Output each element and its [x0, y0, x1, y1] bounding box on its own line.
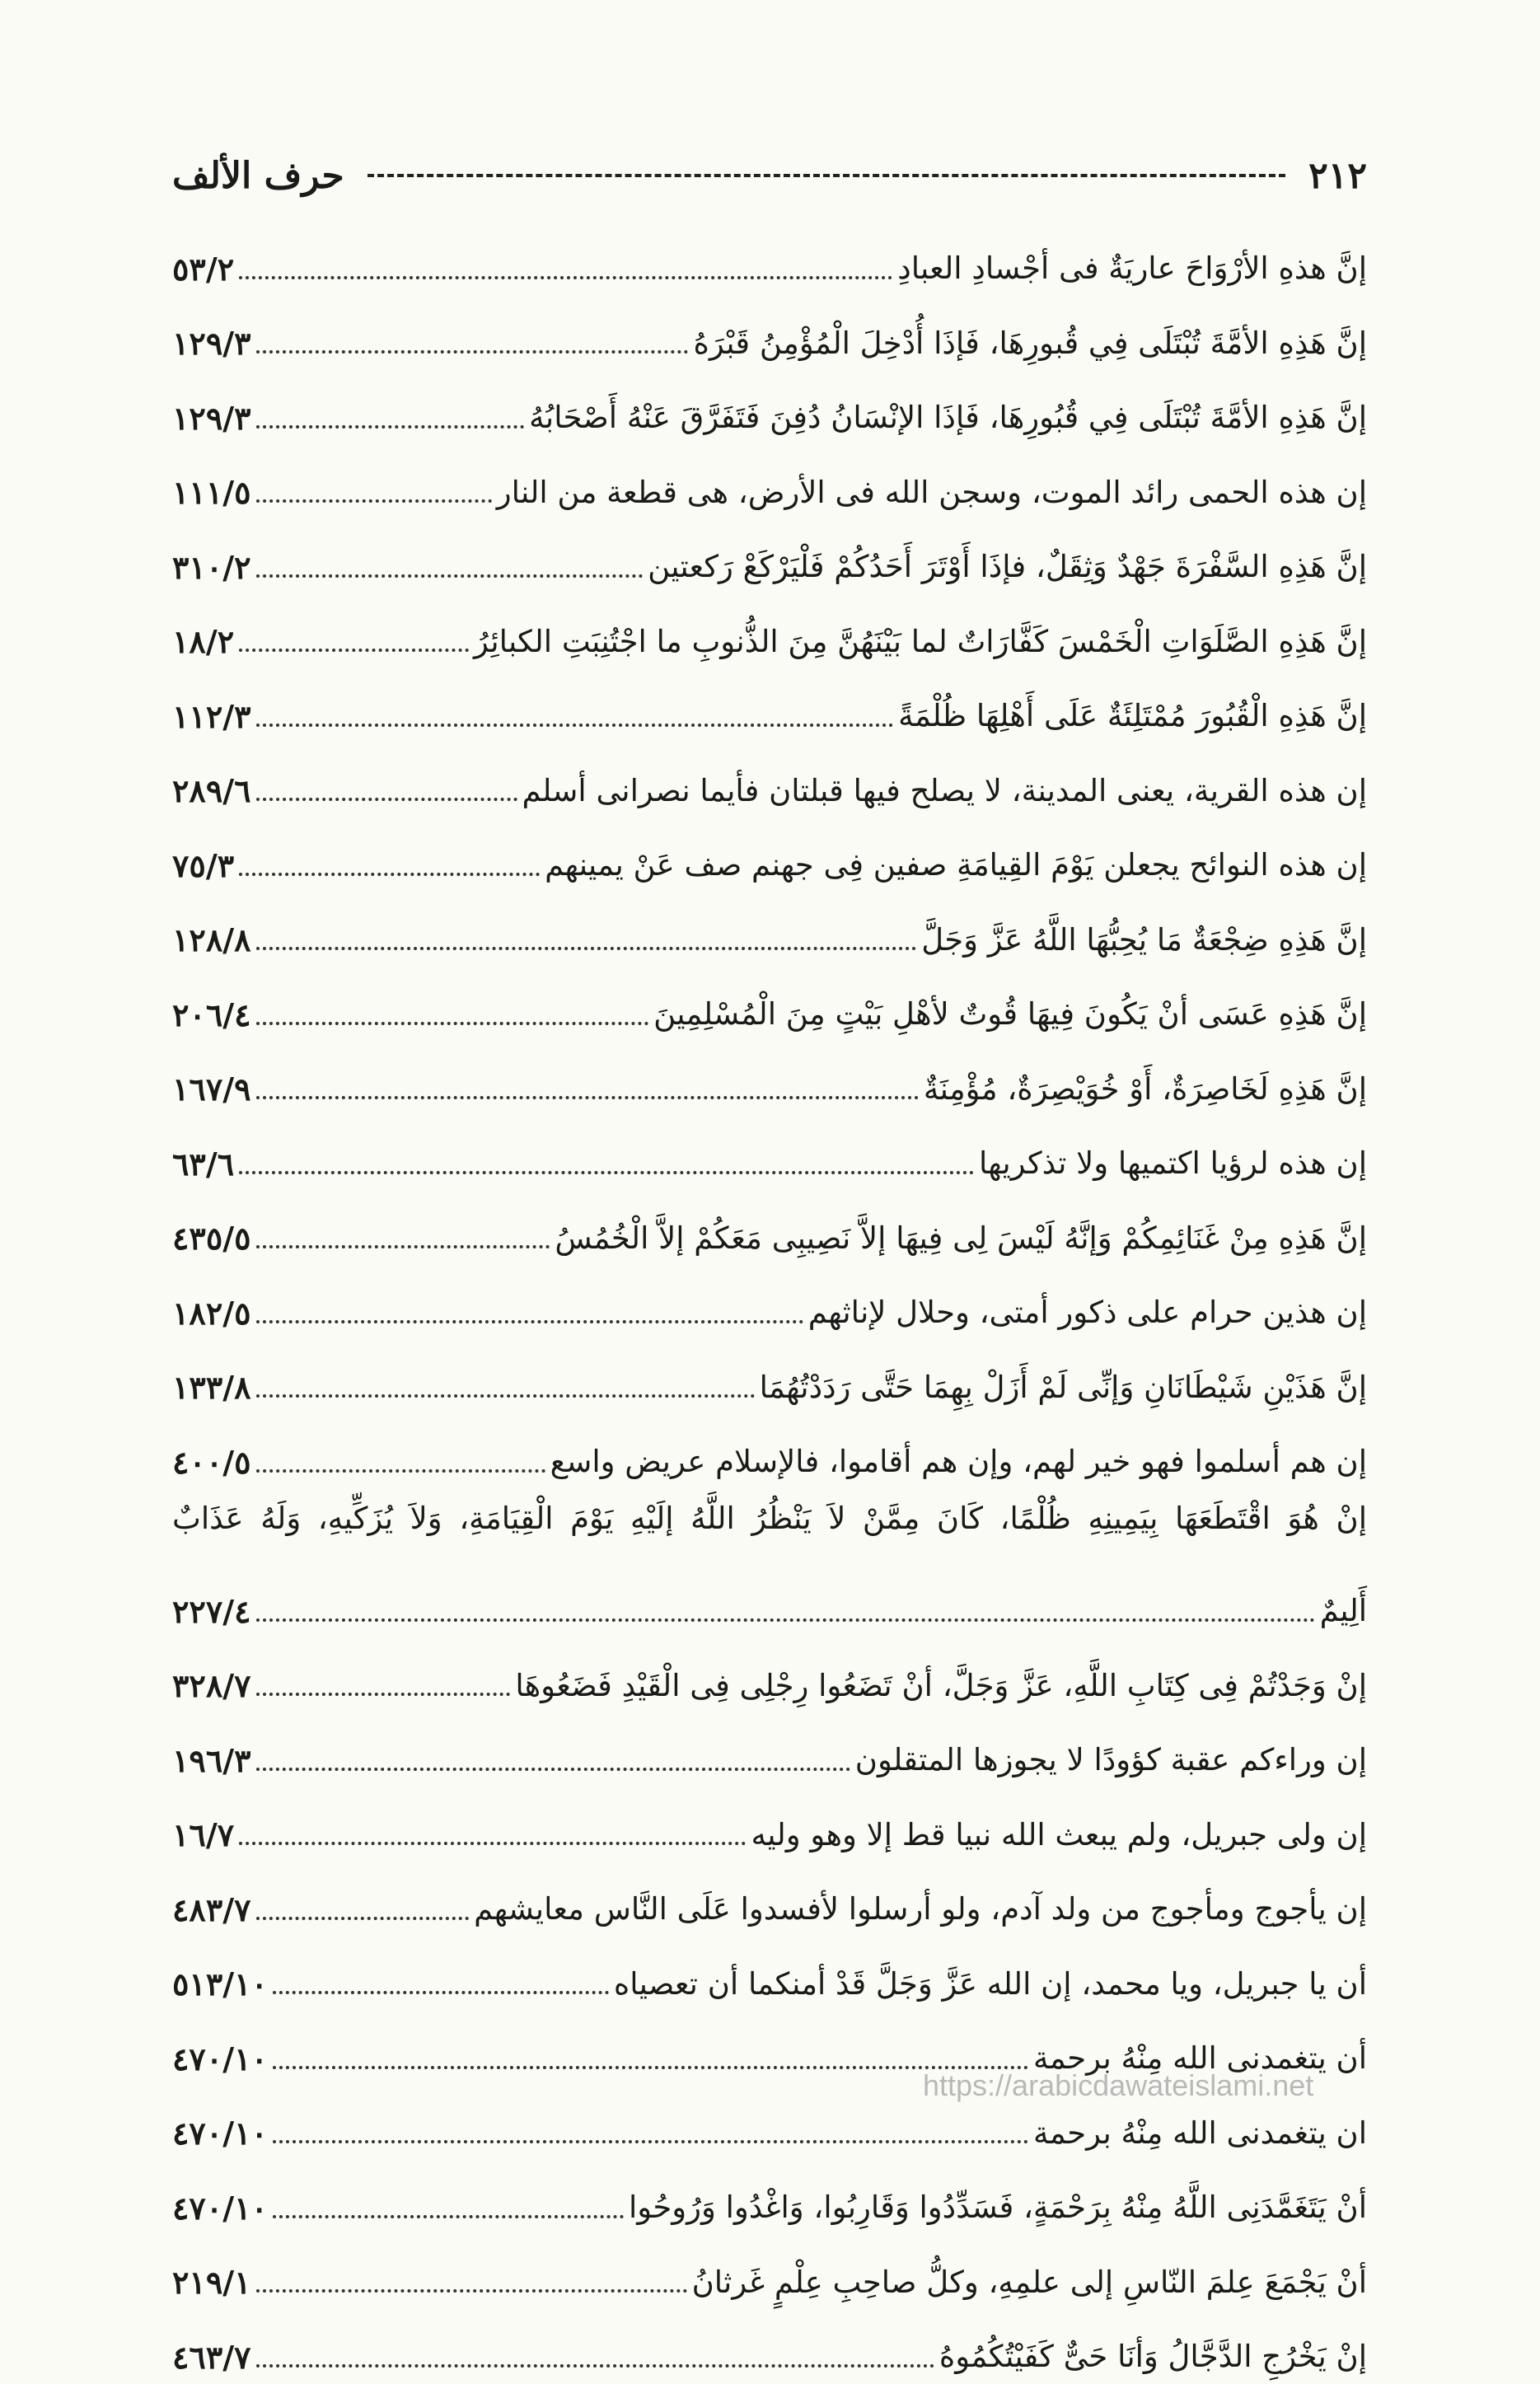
- entry-continuation-line: [172, 1564, 1367, 1638]
- dotted-leader: [256, 350, 689, 354]
- index-entry: [172, 1787, 1367, 1862]
- dotted-leader: [256, 1022, 649, 1025]
- index-entry: [172, 743, 1367, 818]
- entry-text: أنْ يَجْمَعَ عِلمَ النّاسِ إلى علمِهِ، وكلُّ صاحِبِ عِلْمٍ غَرثانُ: [691, 2264, 1367, 2300]
- entry-reference: ٢٨٩/٦: [172, 772, 251, 809]
- dotted-leader: [256, 1618, 1315, 1622]
- index-entry: [172, 817, 1367, 892]
- entry-reference: ١٣٣/٨: [172, 1369, 251, 1406]
- entry-reference: ٥١٣/١٠: [172, 1965, 268, 2002]
- watermark-url: https://arabicdawateislami.net: [923, 2068, 1314, 2102]
- index-entry: [172, 1712, 1367, 1787]
- entry-text: إنَّ هَذِهِ مِنْ غَنَائِمِكُمْ وَإنَّهُ لَيْسَ لِى فِيهَا إلاَّ نَصِيبِى مَعَكُمْ إلاَّ الْخُمُسُ: [555, 1220, 1367, 1256]
- entry-text: إن هذه القرية، يعنى المدينة، لا يصلح فيها قبلتان فأيما نصرانى أسلم: [522, 772, 1367, 808]
- entry-text: إن هذه النوائح يجعلن يَوْمَ القِيامَةِ صفين فِى جهنم صف عَنْ يمينهم: [545, 847, 1367, 883]
- index-entry: [172, 594, 1367, 669]
- entry-reference: ٢٢٧/٤: [172, 1592, 251, 1630]
- header-dashed-rule: [367, 174, 1285, 177]
- index-entry: [172, 1116, 1367, 1191]
- entry-reference: ٢٠٦/٤: [172, 995, 251, 1033]
- dotted-leader: [256, 1394, 755, 1398]
- dotted-leader: [256, 1096, 919, 1099]
- dotted-leader: [239, 1171, 974, 1174]
- entry-text: أن يا جبريل، ويا محمد، إن الله عَزَّ وَجَلَّ قَدْ أمنكما أن تعصياه: [613, 1965, 1367, 2002]
- entry-text: إنَّ هَذِهِ الصَّلَوَاتِ الْخَمْسَ كَفَّارَاتٌ لما بَيْنَهُنَّ مِنَ الذُّنوبِ ما اجْتُنِبَتِ الكبائِرُ: [473, 623, 1367, 659]
- entry-reference: ١٩٦/٣: [172, 1741, 251, 1779]
- entry-reference: ٤٧٠/١٠: [172, 2040, 268, 2077]
- page-header: [172, 147, 1367, 204]
- entry-text: ان يتغمدنى الله مِنْهُ برحمة: [1032, 2115, 1367, 2151]
- index-entry: [172, 2235, 1367, 2310]
- index-entry: [172, 1042, 1367, 1117]
- entry-reference: ١٢٩/٣: [172, 325, 251, 362]
- entry-text: إن هم أسلموا فهو خير لهم، وإن هم أقاموا، فالإسلام عريض واسع: [550, 1444, 1367, 1480]
- index-entries: [172, 221, 1367, 2384]
- entry-reference: ٥٣/٢: [172, 250, 235, 288]
- index-entry: [172, 1489, 1367, 1638]
- entry-text: إنَّ هَذِهِ الأمَّةَ تُبْتَلَى فِي قُبُورِهَا، فَإذَا الإنْسَانُ دُفِنَ فَتَفَرَّقَ عَنْهُ أَصْحَابُهُ: [529, 400, 1367, 436]
- entry-reference: ٤٧٠/١٠: [172, 2115, 268, 2152]
- dotted-leader: [239, 873, 540, 876]
- dotted-leader: [256, 425, 525, 429]
- index-entry: [172, 2160, 1367, 2235]
- dotted-leader: [256, 499, 492, 503]
- entry-text: أنْ يَتَغَمَّدَنِى اللَّهُ مِنْهُ بِرَحْمَةٍ، فَسَدِّدُوا وَقَارِبُوا، وَاغْدُوا وَرُوحُوا: [628, 2190, 1367, 2226]
- dotted-leader: [273, 1991, 609, 1994]
- entry-reference: ١١٢/٣: [172, 697, 251, 735]
- entry-text: إن ولى جبريل، ولم يبعث الله نبيا قط إلا وهو وليه: [751, 1816, 1367, 1852]
- entry-text: إنَّ هَذِهِ عَسَى أنْ يَكُونَ فِيهَا قُوتٌ لأهْلِ بَيْتٍ مِنَ الْمُسْلِمِينَ: [653, 996, 1367, 1033]
- section-title: حرف الألف: [172, 154, 344, 197]
- index-entry: [172, 445, 1367, 520]
- dotted-leader: [256, 724, 894, 727]
- dotted-leader: [239, 1842, 746, 1845]
- entry-reference: ٤٣٥/٥: [172, 1220, 251, 1257]
- index-entry: [172, 967, 1367, 1042]
- entry-text: إنْ وَجَدْتُمْ فِى كِتَابِ اللَّهِ، عَزَّ وَجَلَّ، أنْ تَضَعُوا رِجْلِى فِى الْقَيْدِ فَضَعُوهَا: [515, 1667, 1367, 1703]
- dotted-leader: [239, 649, 469, 652]
- dotted-leader: [256, 947, 917, 950]
- entry-text: إنَّ هَذِهِ ضِجْعَةٌ مَا يُحِبُّهَا اللَّهُ عَزَّ وَجَلَّ: [921, 921, 1367, 958]
- entry-reference: ١٦/٧: [172, 1816, 235, 1853]
- entry-reference: ٧٥/٣: [172, 846, 235, 884]
- entry-reference: ١٨/٢: [172, 623, 235, 660]
- dotted-leader: [256, 1917, 470, 1920]
- index-entry: [172, 296, 1367, 371]
- dotted-leader: [273, 2066, 1028, 2069]
- page-number: ٢١٢: [1308, 154, 1367, 197]
- index-entry: [172, 1638, 1367, 1713]
- entry-text: إنْ يَخْرُجِ الدَّجَّالُ وَأنَا حَىٌّ كَفَيْتُكُمُوهُ: [939, 2339, 1367, 2375]
- entry-text: إن وراءكم عقبة كؤودًا لا يجوزها المتقلون: [854, 1742, 1367, 1778]
- index-entry: [172, 1265, 1367, 1340]
- entry-text: إنَّ هَذِهِ الْقُبُورَ مُمْتَلِئَةٌ عَلَى أَهْلِهَا ظُلْمَةً: [898, 698, 1367, 734]
- index-entry: [172, 370, 1367, 445]
- index-entry: [172, 1937, 1367, 2012]
- entry-reference: ١٢٨/٨: [172, 921, 251, 958]
- entry-reference: ٢١٩/١: [172, 2264, 251, 2301]
- index-entry: [172, 221, 1367, 296]
- index-entry: [172, 1414, 1367, 1489]
- dotted-leader: [256, 1320, 803, 1323]
- index-entry: [172, 2309, 1367, 2384]
- entry-text: إن هذه الحمى رائد الموت، وسجن الله فى الأرض، هى قطعة من النار: [496, 474, 1367, 510]
- dotted-leader: [239, 276, 892, 279]
- dotted-leader: [256, 1693, 511, 1696]
- entry-reference: ٤٦٣/٧: [172, 2338, 251, 2376]
- entry-reference: ٤٠٠/٥: [172, 1443, 251, 1481]
- entry-text: إن هذه لرؤيا اكتميها ولا تذكريها: [979, 1145, 1367, 1182]
- entry-text: إن هذين حرام على ذكور أمتى، وحلال لإناثهم: [807, 1295, 1367, 1331]
- entry-reference: ٦٣/٦: [172, 1145, 235, 1183]
- index-entry: [172, 1191, 1367, 1266]
- entry-reference: ٤٧٠/١٠: [172, 2189, 268, 2227]
- dotted-leader: [256, 574, 644, 578]
- entry-reference: ٤٨٣/٧: [172, 1890, 251, 1928]
- entry-text: إنَّ هَذِهِ لَخَاصِرَةٌ، أَوْ خُوَيْصِرَةٌ، مُؤْمِنَةٌ: [923, 1070, 1367, 1107]
- entry-reference: ١٢٩/٣: [172, 399, 251, 437]
- index-entry: [172, 1340, 1367, 1415]
- entry-text: إنَّ هذهِ الأرْوَاحَ عاريَةٌ فى أجْسادِ العبادِ: [897, 251, 1367, 287]
- entry-text: إنَّ هَذِهِ السَّفْرَةَ جَهْدٌ وَثِقَلٌ، فإذَا أَوْتَرَ أَحَدُكُمْ فَلْيَرْكَعْ رَكعتين: [648, 549, 1367, 585]
- entry-text: إنَّ هَذَيْنِ شَيْطَانَانِ وَإنِّى لَمْ أَزَلْ بِهِمَا حَتَّى رَدَدْتُهُمَا: [759, 1369, 1367, 1405]
- entry-reference: ٣١٠/٢: [172, 548, 251, 586]
- entry-reference: ٣٢٨/٧: [172, 1667, 251, 1704]
- dotted-leader: [273, 2140, 1028, 2143]
- index-entry: [172, 668, 1367, 743]
- entry-continuation-text: أَلِيمٌ: [1319, 1593, 1367, 1629]
- dotted-leader: [273, 2215, 624, 2218]
- dotted-leader: [256, 1469, 545, 1473]
- entry-reference: ١١١/٥: [172, 474, 251, 511]
- dotted-leader: [256, 2364, 934, 2368]
- dotted-leader: [256, 798, 517, 801]
- index-entry: [172, 892, 1367, 967]
- index-entry: [172, 1862, 1367, 1937]
- dotted-leader: [256, 1768, 850, 1771]
- dotted-leader: [256, 1245, 550, 1248]
- entry-text: إنْ هُوَ اقْتَطَعَهَا بِيَمِينِهِ ظُلْمًا، كَانَ مِمَّنْ لاَ يَنْظُرُ اللَّهُ إلَيْهِ يَوْمَ الْقِيَامَةِ، وَلاَ يُزَكِّيهِ، وَلَهُ عَذَابٌ: [172, 1500, 1367, 1536]
- entry-text: أن يتغمدنى الله مِنْهُ برحمة: [1032, 2040, 1367, 2077]
- dotted-leader: [256, 2289, 687, 2293]
- entry-text: إن يأجوج ومأجوج من ولد آدم، ولو أرسلوا لأفسدوا عَلَى النَّاس معايشهم: [474, 1891, 1367, 1927]
- entry-reference: ١٦٧/٩: [172, 1070, 251, 1108]
- entry-reference: ١٨٢/٥: [172, 1294, 251, 1332]
- entry-text: إنَّ هَذِهِ الأمَّةَ تُبْتَلَى فِي قُبورِهَا، فَإذَا أُدْخِلَ الْمُؤْمِنُ قَبْرَهُ: [693, 325, 1367, 361]
- index-entry: [172, 519, 1367, 594]
